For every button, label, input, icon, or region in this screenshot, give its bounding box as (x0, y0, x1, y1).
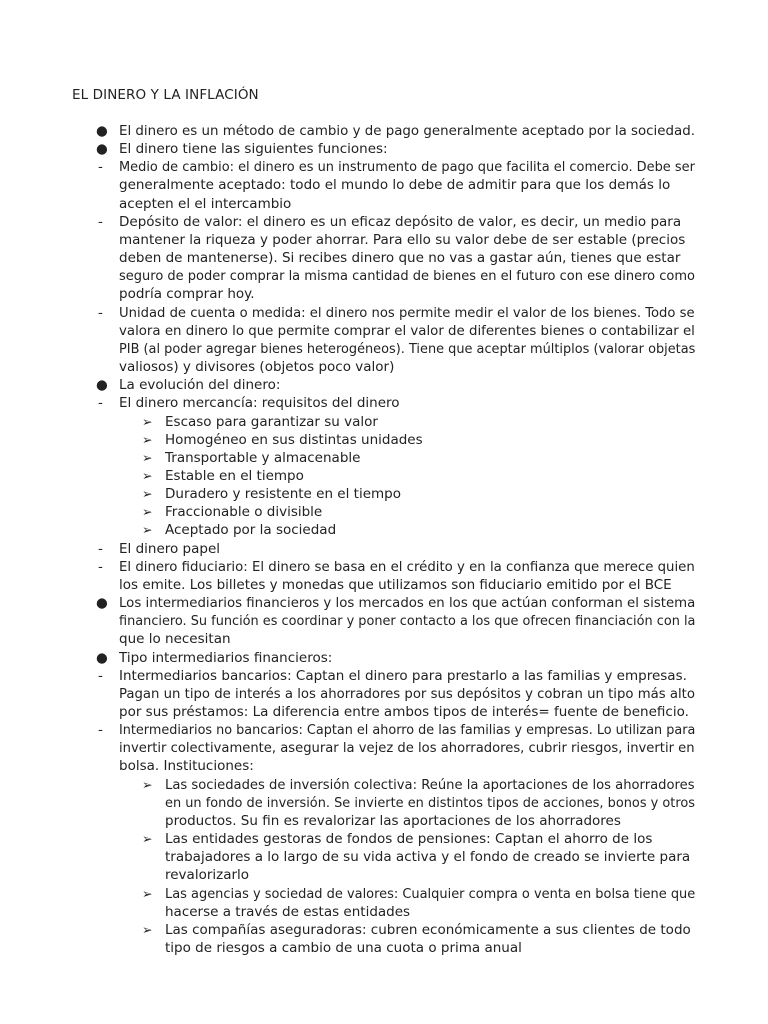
sub-list-item (0, 431, 695, 449)
text-line: trabajadores a lo largo de su vida activa y el fondo de creado se invierte para (165, 849, 691, 866)
text-line: Fraccionable o divisible (165, 504, 323, 521)
dash-marker-icon: - (98, 304, 103, 321)
text-line: tipo de riesgos a cambio de una cuota o prima anual (165, 940, 522, 957)
text-line: Escaso para garantizar su valor (165, 413, 378, 430)
arrow-marker-icon: ➢ (142, 431, 153, 447)
sub-list-item (0, 467, 695, 485)
text-line: financiero. Su función es coordinar y poner contacto a los que ofrecen financiación con la (119, 613, 696, 630)
arrow-marker-icon: ➢ (142, 486, 153, 502)
text-line: valora en dinero lo que permite comprar el valor de diferentes bienes o contabilizar el (119, 322, 695, 339)
text-line: Las compañías aseguradoras: cubren económicamente a sus clientes de todo (165, 921, 691, 938)
text-line: Las sociedades de inversión colectiva: Reúne la aportaciones de los ahorradores (165, 776, 695, 793)
dash-marker-icon: - (98, 558, 103, 575)
sub-list-item (0, 921, 695, 957)
text-line: invertir colectivamente, asegurar la vejez de los ahorradores, cubrir riesgos, invertir en (119, 740, 695, 757)
arrow-marker-icon: ➢ (142, 449, 153, 465)
text-line: El dinero mercancía: requisitos del dinero (119, 395, 400, 412)
text-line: Los intermediarios financieros y los mercados en los que actúan conforman el sistema (119, 595, 696, 612)
bullet-list-item (0, 594, 695, 648)
dash-list-item (0, 667, 695, 721)
text-line: Estable en el tiempo (165, 467, 304, 484)
bullet-marker-icon: ● (96, 377, 108, 394)
text-line: por sus préstamos: La diferencia entre ambos tipos de interés= fuente de beneficio. (119, 704, 689, 720)
arrow-marker-icon: ➢ (142, 831, 153, 847)
arrow-marker-icon: ➢ (142, 921, 153, 937)
sub-list-item (0, 413, 695, 431)
sub-list-item (0, 485, 695, 503)
dash-marker-icon: - (98, 395, 103, 412)
text-line: revalorizarlo (165, 867, 250, 884)
text-line: hacerse a través de estas entidades (165, 903, 411, 920)
text-line: en un fondo de inversión. Se invierte en distintos tipos de acciones, bonos y otros (165, 794, 696, 811)
dash-marker-icon: - (98, 667, 103, 684)
text-line: bolsa. Instituciones: (119, 758, 254, 775)
dash-list-item (0, 213, 695, 304)
text-line: los emite. Los billetes y monedas que utilizamos son fiduciario emitido por el BCE (119, 576, 672, 593)
text-line: generalmente aceptado: todo el mundo lo debe de admitir para que los demás lo (119, 177, 671, 194)
dash-list-item (0, 540, 695, 558)
text-line: acepten el el intercambio (119, 195, 292, 212)
dash-marker-icon: - (98, 159, 103, 176)
bullet-marker-icon: ● (96, 649, 108, 666)
bullet-marker-icon: ● (96, 595, 108, 612)
arrow-marker-icon: ➢ (142, 522, 153, 538)
text-line: Unidad de cuenta o medida: el dinero nos permite medir el valor de los bienes. Todo se (119, 304, 695, 321)
sub-list-item (0, 830, 695, 884)
text-line: El dinero es un método de cambio y de pago generalmente aceptado por la sociedad. (119, 123, 695, 139)
text-line: Las agencias y sociedad de valores: Cualquier compra o venta en bolsa tiene que (165, 885, 696, 902)
sub-list-item (0, 521, 695, 539)
document-title: EL DINERO Y LA INFLACIÓN (72, 87, 259, 103)
dash-marker-icon: - (98, 213, 103, 230)
bullet-marker-icon: ● (96, 123, 108, 139)
text-line: Intermediarios no bancarios: Captan el ahorro de las familias y empresas. Lo utilizan para (119, 722, 696, 739)
arrow-marker-icon: ➢ (142, 504, 153, 520)
text-line: El dinero papel (119, 540, 221, 557)
dash-list-item (0, 721, 695, 775)
bullet-marker-icon: ● (96, 141, 108, 158)
text-line: valiosos) y divisores (objetos poco valor) (119, 359, 395, 376)
sub-list-item (0, 449, 695, 467)
text-line: La evolución del dinero: (119, 377, 281, 394)
text-line: mantener la riqueza y poder ahorrar. Para ello su valor debe de ser estable (precios (119, 231, 686, 248)
dash-list-item (0, 158, 695, 212)
text-line: Transportable y almacenable (165, 449, 361, 466)
text-line: Intermediarios bancarios: Captan el dinero para prestarlo a las familias y empresas. (119, 667, 687, 684)
arrow-marker-icon: ➢ (142, 885, 153, 901)
arrow-marker-icon: ➢ (142, 467, 153, 483)
text-line: productos. Su fin es revalorizar las aportaciones de los ahorradores (165, 812, 621, 829)
bullet-list-item (0, 649, 695, 667)
text-line: Depósito de valor: el dinero es un eficaz depósito de valor, es decir, un medio para (119, 213, 682, 230)
text-line: Duradero y resistente en el tiempo (165, 486, 401, 503)
dash-marker-icon: - (98, 722, 103, 739)
sub-list-item (0, 776, 695, 830)
sub-list-item (0, 503, 695, 521)
text-line: Pagan un tipo de interés a los ahorradores por sus depósitos y cobran un tipo más alto (119, 685, 695, 702)
text-line: podría comprar hoy. (119, 286, 255, 303)
arrow-marker-icon: ➢ (142, 413, 153, 429)
bullet-list-item (0, 140, 695, 158)
text-line: deben de mantenerse). Si recibes dinero que no vas a gastar aún, tienes que estar (119, 250, 681, 267)
text-line: PIB (al poder agregar bienes heterogéneos). Tiene que aceptar múltiplos (valorar objetas (119, 340, 696, 357)
dash-list-item (0, 394, 695, 412)
content-list (0, 122, 768, 957)
arrow-marker-icon: ➢ (142, 776, 153, 792)
text-line: Medio de cambio: el dinero es un instrumento de pago que facilita el comercio. Debe ser (119, 159, 695, 176)
text-line: Homogéneo en sus distintas unidades (165, 431, 423, 448)
text-line: que lo necesitan (119, 631, 231, 648)
text-line: Tipo intermediarios financieros: (119, 649, 333, 666)
text-line: Las entidades gestoras de fondos de pensiones: Captan el ahorro de los (165, 831, 653, 848)
dash-list-item (0, 304, 695, 377)
bullet-list-item (0, 376, 695, 394)
sub-list-item (0, 885, 695, 921)
dash-marker-icon: - (98, 540, 103, 557)
text-line: El dinero fiduciario: El dinero se basa en el crédito y en la confianza que merece quien (119, 558, 695, 575)
dash-list-item (0, 558, 695, 594)
bullet-list-item (0, 122, 695, 140)
text-line: seguro de poder comprar la misma cantidad de bienes en el futuro con ese dinero como (119, 268, 695, 285)
text-line: Aceptado por la sociedad (165, 522, 337, 539)
text-line: El dinero tiene las siguientes funciones: (119, 141, 388, 158)
